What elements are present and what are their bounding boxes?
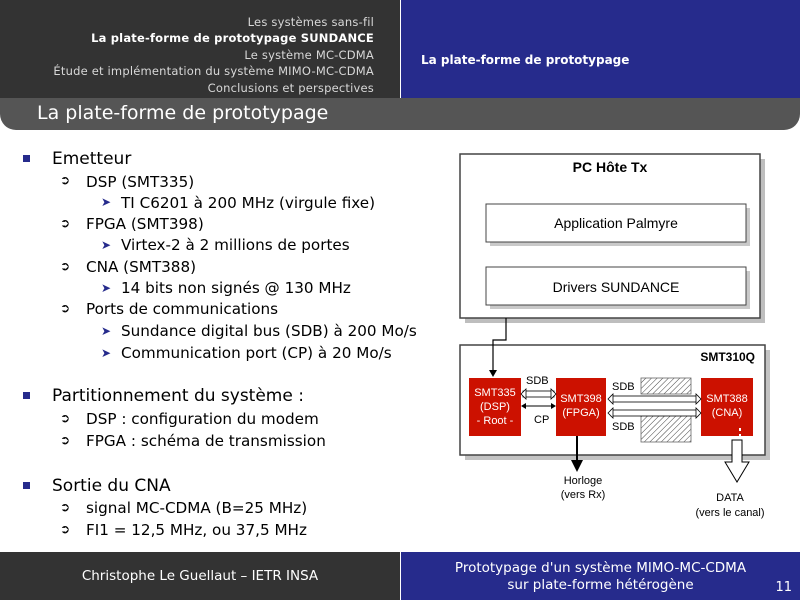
smt388-sub: (CNA) [711,407,743,419]
arrow-bullet-icon: ➲ [60,301,71,315]
smt335-sub: (DSP) [480,401,510,413]
arrow-bullet-icon: ➲ [60,433,71,447]
bullet-sortie-fi: FI1 = 12,5 MHz, ou 37,5 MHz [86,521,307,539]
bullet-cna-detail: 14 bits non signés @ 130 MHz [121,279,351,297]
architecture-diagram [455,150,785,530]
cp-label: CP [534,414,550,426]
current-section: La plate-forme de prototypage [401,0,800,98]
nav-item-sans-fil[interactable]: Les systèmes sans-fil [247,15,374,29]
bullet-part-fpga: FPGA : schéma de transmission [86,432,326,450]
bullet-ports-cp: Communication port (CP) à 20 Mo/s [121,344,392,362]
bullet-partition: Partitionnement du système : [52,386,304,406]
bullet-cna: CNA (SMT388) [86,258,197,276]
arrow-bullet-icon: ➲ [60,411,71,425]
sdb-label-2: SDB [612,381,635,393]
data-label: DATA [716,492,744,504]
bullet-fpga: FPGA (SMT398) [86,215,204,233]
smt398-label: SMT398 [560,393,602,405]
square-bullet-icon [23,155,30,162]
chevron-bullet-icon: ➤ [101,238,112,252]
footer-title-box [401,552,800,600]
nav-item-sundance[interactable]: La plate-forme de prototypage SUNDANCE [91,31,374,46]
board-label: SMT310Q [700,350,755,364]
bullet-emetteur: Emetteur [52,149,132,169]
footer-title-line1: Prototypage d'un système MIMO-MC-CDMA [454,560,747,576]
drivers-label: Drivers SUNDANCE [552,279,680,295]
arrow-bullet-icon: ➲ [60,173,71,187]
chevron-bullet-icon: ➤ [101,195,112,209]
square-bullet-icon [23,392,30,399]
bullet-sortie: Sortie du CNA [52,476,171,496]
footer-title-line2: sur plate-forme hétérogène [507,577,694,593]
app-label: Application Palmyre [554,215,678,231]
square-bullet-icon [23,482,30,489]
footer-author: Christophe Le Guellaut – IETR INSA [0,552,400,600]
host-title: PC Hôte Tx [572,159,648,175]
bullet-dsp-detail: TI C6201 à 200 MHz (virgule fixe) [121,194,376,212]
arrow-bullet-icon: ➲ [60,259,71,273]
horloge-sub: (vers Rx) [560,489,606,501]
bullet-sortie-signal: signal MC-CDMA (B=25 MHz) [86,499,308,517]
footer [0,552,800,600]
bullet-fpga-detail: Virtex-2 à 2 millions de portes [121,236,350,254]
page-number: 11 [775,580,792,595]
bullet-ports: Ports de communications [86,300,279,318]
bullet-part-dsp: DSP : configuration du modem [86,410,319,428]
horloge-label: Horloge [563,475,603,487]
smt335-label: SMT335 [474,387,516,399]
slide-title: La plate-forme de prototypage [37,102,329,124]
data-sub: (vers le canal) [695,507,765,519]
chevron-bullet-icon: ➤ [101,324,112,338]
smt398-sub: (FPGA) [562,407,600,419]
nav-item-conclusions[interactable]: Conclusions et perspectives [207,80,374,95]
sdb-label-1: SDB [526,375,549,387]
smt335-root: - Root - [476,415,514,427]
nav-item-mc-cdma[interactable]: Le système MC-CDMA [244,47,374,62]
bullet-dsp: DSP (SMT335) [86,173,195,191]
smt388-label: SMT388 [706,393,748,405]
arrow-bullet-icon: ➲ [60,216,71,230]
arrow-bullet-icon: ➲ [60,500,71,514]
chevron-bullet-icon: ➤ [101,281,112,295]
bullet-ports-sdb: Sundance digital bus (SDB) à 200 Mo/s [121,322,417,340]
arrow-bullet-icon: ➲ [60,522,71,536]
nav-item-mimo[interactable]: Étude et implémentation du système MIMO-MC-CDMA [53,64,374,79]
sdb-label-3: SDB [612,421,635,433]
chevron-bullet-icon: ➤ [101,346,112,360]
